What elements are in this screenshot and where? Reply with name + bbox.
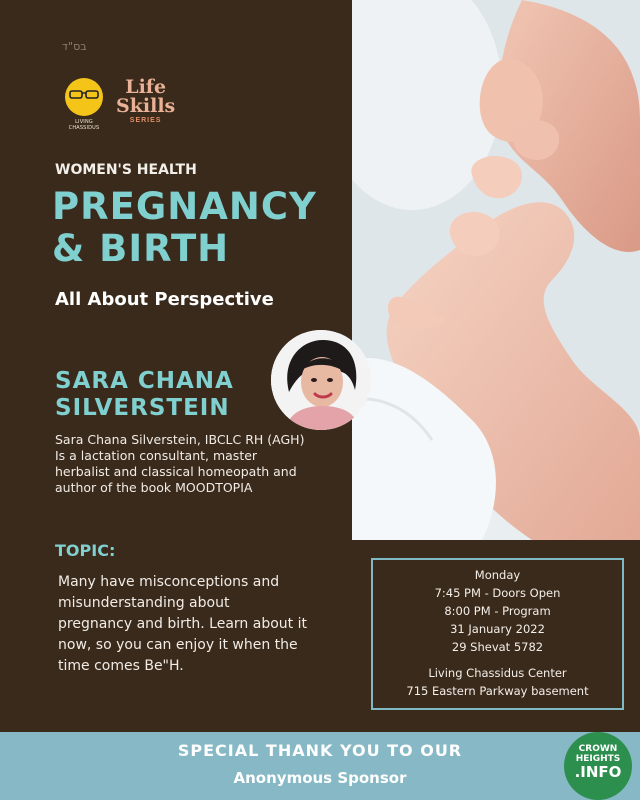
life-skills-line1: Life xyxy=(125,76,167,98)
event-title xyxy=(52,186,317,270)
badge-line2: HEIGHTS xyxy=(575,754,621,764)
event-subtitle: All About Perspective xyxy=(55,289,274,310)
title-line-1: PREGNANCY xyxy=(52,185,317,228)
life-skills-line3: SERIES xyxy=(129,117,162,124)
topic-text: Many have misconceptions and misunderstanding about pregnancy and birth. Learn about it now, so you can enjoy it when the time comes Be"H. xyxy=(58,574,307,674)
thank-you-text: SPECIAL THANK YOU TO OUR xyxy=(177,741,463,760)
badge-line1: CROWN xyxy=(578,744,618,754)
event-details-box xyxy=(371,558,624,710)
venue-name: Living Chassidus Center xyxy=(428,666,567,680)
speaker-name-line2: SILVERSTEIN xyxy=(55,395,230,421)
sponsor-name: Anonymous Sponsor xyxy=(233,769,407,787)
event-date: 31 January 2022 xyxy=(450,622,545,636)
crownheights-info-badge xyxy=(564,732,632,800)
bsd-mark: בס"ד xyxy=(62,40,87,53)
topic-label: TOPIC: xyxy=(55,541,116,560)
life-skills-logo xyxy=(116,78,175,126)
event-category: WOMEN'S HEALTH xyxy=(55,162,197,178)
doors-open-time: 7:45 PM - Doors Open xyxy=(434,586,561,600)
living-chassidus-logo xyxy=(62,78,106,131)
sponsor-footer xyxy=(0,732,640,800)
speaker-avatar xyxy=(271,330,371,430)
badge-line3: .INFO xyxy=(574,763,622,781)
baby-hand-photo xyxy=(352,0,640,540)
logo-face-icon xyxy=(65,78,103,116)
speaker-portrait xyxy=(271,330,371,430)
speaker-name-line1: SARA CHANA xyxy=(55,368,234,394)
hebrew-date: 29 Shevat 5782 xyxy=(451,640,544,654)
event-day: Monday xyxy=(474,568,521,582)
baby-hand-illustration xyxy=(352,0,640,540)
life-skills-line2: Skills xyxy=(116,95,176,117)
venue-address: 715 Eastern Parkway basement xyxy=(406,684,589,698)
program-time: 8:00 PM - Program xyxy=(444,604,551,618)
speaker-bio: Sara Chana Silverstein, IBCLC RH (AGH) Is a lactation consultant, master herbalist and classical homeopath and author of the book MOODTOPIA xyxy=(55,432,305,495)
glasses-icon xyxy=(69,90,99,99)
title-line-2: & BIRTH xyxy=(52,227,230,270)
logo-caption: LIVING CHASSIDUS xyxy=(68,119,100,131)
speaker-name xyxy=(55,368,234,422)
